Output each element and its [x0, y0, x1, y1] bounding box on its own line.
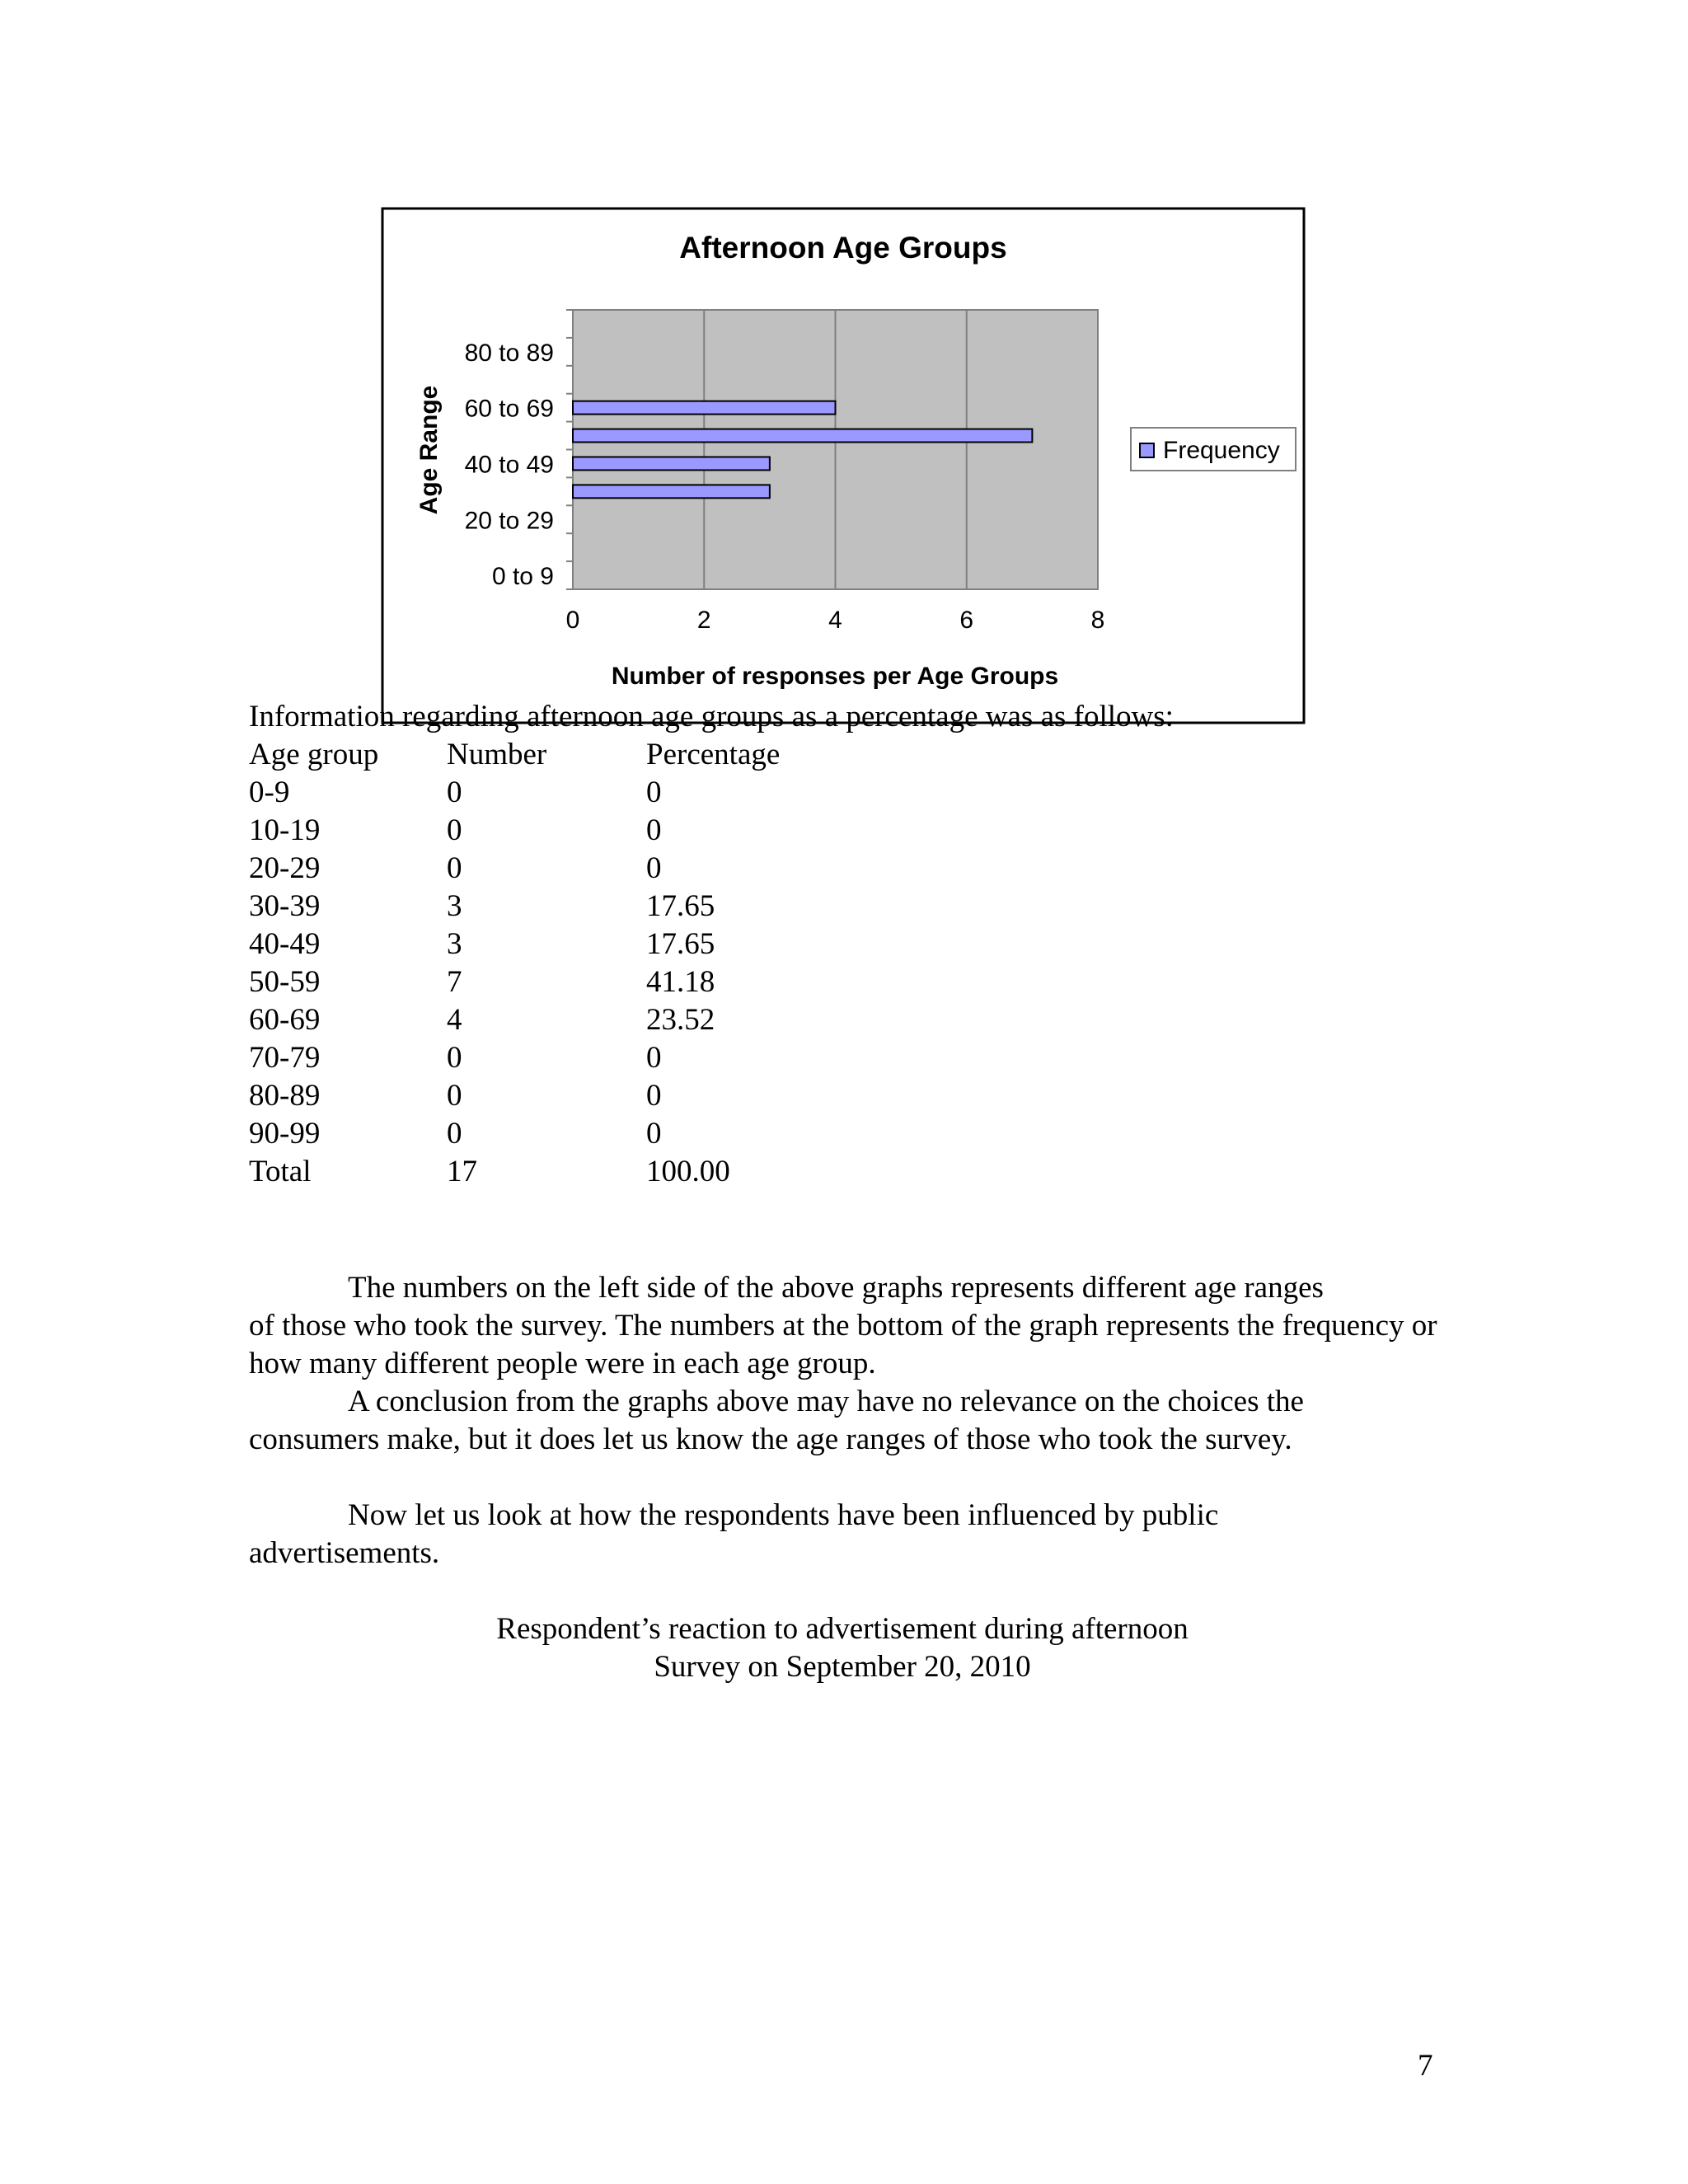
intro-line: Information regarding afternoon age groups as a percentage was as follows:: [249, 700, 1174, 733]
page-number: 7: [1418, 2049, 1433, 2083]
paragraph-2-first-line: A conclusion from the graphs above may have no relevance on the choices the: [348, 1385, 1304, 1418]
table-row: [249, 926, 893, 963]
paragraph-2: [249, 1383, 1452, 1459]
paragraph-1: [249, 1269, 1452, 1383]
cell-number: 0: [447, 851, 462, 885]
table-header-row: [249, 736, 893, 774]
cell-percentage: 17.65: [646, 927, 715, 961]
y-tick-label: 20 to 29: [464, 507, 554, 535]
cell-age-group: 90-99: [249, 1117, 321, 1151]
cell-number: 3: [447, 889, 462, 923]
cell-age-group: 80-89: [249, 1079, 321, 1113]
x-axis-title: Number of responses per Age Groups: [611, 663, 1059, 690]
x-tick-label: 6: [959, 607, 974, 634]
legend-label: Frequency: [1163, 437, 1280, 464]
cell-percentage: 23.52: [646, 1003, 715, 1037]
table-row: [249, 1077, 893, 1115]
cell-percentage: 0: [646, 1079, 662, 1113]
cell-age-group: 50-59: [249, 965, 321, 999]
x-tick-label: 0: [565, 607, 580, 634]
x-tick-label: 8: [1090, 607, 1105, 634]
bar-40-49: [573, 457, 770, 470]
table-row: [249, 1115, 893, 1153]
table-row: [249, 812, 893, 850]
legend: [1131, 428, 1296, 471]
table-row: [249, 963, 893, 1001]
paragraph-2-body: consumers make, but it does let us know the age ranges of those who took the survey.: [249, 1422, 1292, 1456]
cell-percentage: 0: [646, 813, 662, 847]
age-groups-chart: [0, 0, 1688, 742]
y-tick-label: 0 to 9: [491, 563, 554, 591]
cell-percentage: 0: [646, 851, 662, 885]
bar-60-69: [573, 401, 836, 415]
cell-percentage: 41.18: [646, 965, 715, 999]
table-row: [249, 850, 893, 888]
cell-number: 3: [447, 927, 462, 961]
table-row: [249, 1001, 893, 1039]
cell-age-group: 0-9: [249, 776, 290, 809]
cell-age-group: 40-49: [249, 927, 321, 961]
paragraph-3-first-line: Now let us look at how the respondents have been influenced by public: [348, 1498, 1219, 1532]
paragraph-3-body: advertisements.: [249, 1536, 440, 1570]
y-axis-title: Age Range: [415, 385, 443, 515]
header-percentage: Percentage: [646, 738, 781, 771]
table-row: [249, 774, 893, 812]
paragraph-1-first-line: The numbers on the left side of the above graphs represents different age ranges: [348, 1271, 1324, 1305]
cell-number: 7: [447, 965, 462, 999]
cell-number: 0: [447, 1117, 462, 1151]
caption-line-2: Survey on September 20, 2010: [654, 1650, 1031, 1684]
cell-number: 0: [447, 1079, 462, 1113]
chart-title: Afternoon Age Groups: [679, 231, 1007, 265]
bar-30-39: [573, 485, 770, 498]
cell-age-group: 10-19: [249, 813, 321, 847]
cell-number: 0: [447, 1041, 462, 1075]
cell-number: 0: [447, 813, 462, 847]
cell-number: 0: [447, 776, 462, 809]
y-tick-label: 80 to 89: [464, 339, 554, 367]
cell-age-group: 70-79: [249, 1041, 321, 1075]
cell-age-group: 20-29: [249, 851, 321, 885]
cell-age-group: 30-39: [249, 889, 321, 923]
cell-total-number: 17: [447, 1155, 477, 1188]
table-row: [249, 888, 893, 926]
bar-50-59: [573, 429, 1032, 443]
table-row: [249, 1039, 893, 1077]
cell-percentage: 0: [646, 1041, 662, 1075]
y-tick-label: 60 to 69: [464, 395, 554, 423]
table-total-row: [249, 1153, 893, 1191]
cell-number: 4: [447, 1003, 462, 1037]
y-tick-label: 40 to 49: [464, 451, 554, 479]
header-number: Number: [447, 738, 547, 771]
cell-total-percentage: 100.00: [646, 1155, 730, 1188]
figure-caption: [249, 1610, 1436, 1686]
header-age-group: Age group: [249, 738, 379, 771]
age-group-table: [249, 736, 893, 1191]
cell-age-group: 60-69: [249, 1003, 321, 1037]
caption-line-1: Respondent’s reaction to advertisement during afternoon: [496, 1612, 1189, 1646]
cell-percentage: 17.65: [646, 889, 715, 923]
cell-percentage: 0: [646, 1117, 662, 1151]
paragraph-1-body: of those who took the survey. The numbers at the bottom of the graph represents the frequency or how many different people were in each age group.: [249, 1309, 1437, 1380]
paragraph-3: [249, 1497, 1452, 1572]
x-tick-label: 4: [828, 607, 842, 634]
x-tick-label: 2: [696, 607, 711, 634]
cell-total-label: Total: [249, 1155, 312, 1188]
cell-percentage: 0: [646, 776, 662, 809]
legend-swatch: [1140, 443, 1154, 457]
